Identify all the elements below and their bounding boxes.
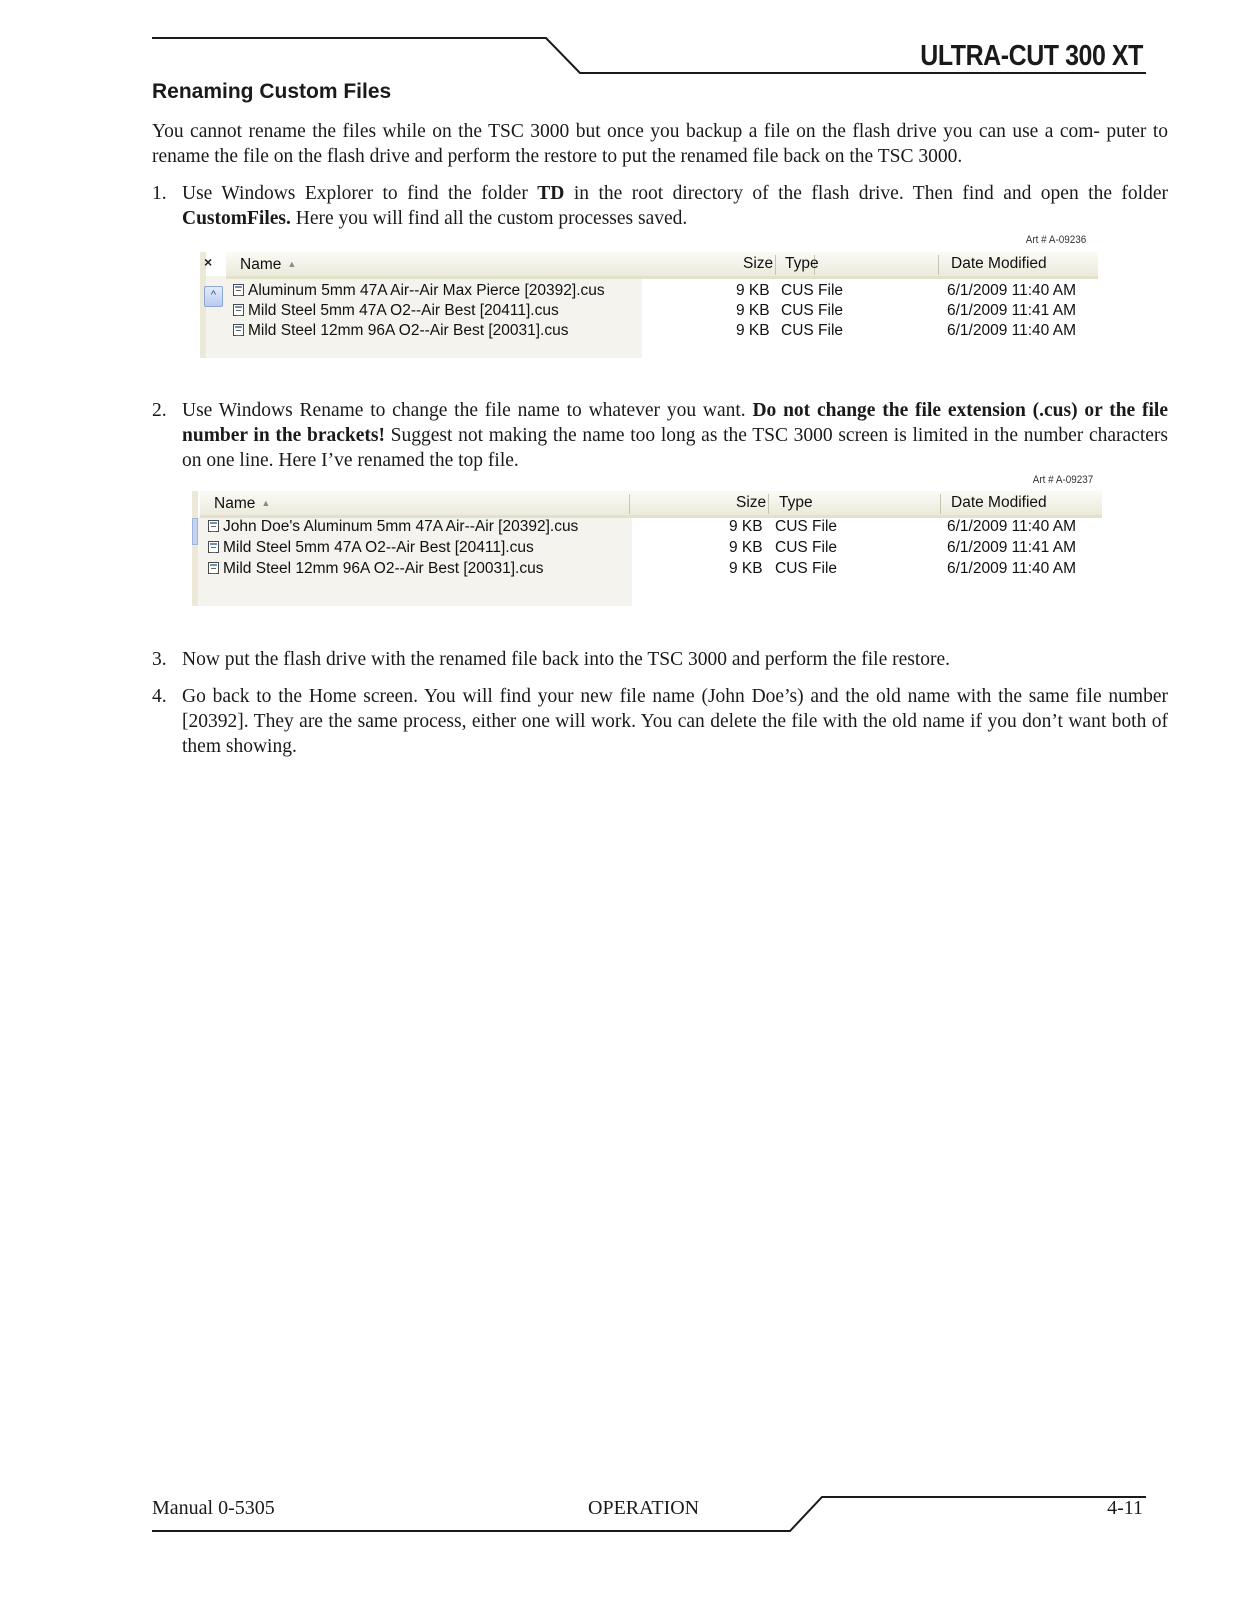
- column-header-date-modified[interactable]: Date Modified: [951, 255, 1047, 272]
- column-header-name[interactable]: Name ▲: [240, 256, 297, 273]
- column-divider[interactable]: [940, 494, 941, 514]
- file-date-cell: 6/1/2009 11:40 AM: [947, 322, 1076, 339]
- explorer-file-list: [200, 252, 1098, 358]
- file-date-cell: 6/1/2009 11:41 AM: [947, 539, 1076, 556]
- cus-file-icon: [208, 562, 219, 574]
- sort-ascending-icon: ▲: [261, 498, 271, 508]
- intro-paragraph: You cannot rename the files while on the TSC 3000 but once you backup a file on the flash drive you can use a com- puter to rename the file on the flash drive and perform the restore to put the renamed file back on the TSC 3000.: [152, 121, 1168, 167]
- step-number: 1.: [152, 183, 167, 204]
- step-text: Go back to the Home screen. You will find your new file name (John Doe’s) and the old name with the same file number [20392]. They are the same process, either one will work. You can delete the file with the old name if you don’t want both of them showing.: [182, 686, 1168, 757]
- file-name-cell: Mild Steel 5mm 47A O2--Air Best [20411].cus: [233, 301, 559, 321]
- file-date-cell: 6/1/2009 11:40 AM: [947, 518, 1076, 535]
- column-header-size[interactable]: Size: [736, 494, 767, 511]
- cus-file-icon: [208, 541, 219, 553]
- file-date-cell: 6/1/2009 11:40 AM: [947, 282, 1076, 299]
- column-header-type[interactable]: Type: [785, 255, 819, 272]
- step-text: Use Windows Explorer to find the folder TD in the root directory of the flash drive. Then find and open the folder CustomFiles. Here you will find all the custom processes saved.: [182, 183, 1168, 229]
- cus-file-icon: [233, 324, 244, 336]
- file-name-cell: Mild Steel 12mm 96A O2--Air Best [20031].cus: [233, 321, 568, 341]
- file-date-cell: 6/1/2009 11:41 AM: [947, 302, 1076, 319]
- file-row[interactable]: [208, 538, 1098, 558]
- sort-ascending-icon: ▲: [287, 259, 297, 269]
- explorer-file-list: [192, 491, 1102, 606]
- navigation-pane-edge: [192, 491, 198, 606]
- file-size-cell: 9 KB: [736, 302, 770, 319]
- step-1: [152, 181, 1168, 231]
- column-header-size[interactable]: Size: [743, 255, 774, 272]
- step-number: 3.: [152, 649, 167, 670]
- file-name-cell: John Doe's Aluminum 5mm 47A Air--Air [20392].cus: [208, 517, 578, 537]
- art-number-label: Art # A-09236: [1025, 234, 1086, 246]
- cus-file-icon: [208, 520, 219, 532]
- file-row[interactable]: [233, 321, 1093, 341]
- file-size-cell: 9 KB: [729, 518, 763, 535]
- cus-file-icon: [233, 304, 244, 316]
- step-4: [152, 684, 1168, 759]
- file-row[interactable]: [233, 281, 1093, 301]
- file-size-cell: 9 KB: [736, 322, 770, 339]
- step-2: [152, 398, 1168, 473]
- file-name-cell: Aluminum 5mm 47A Air--Air Max Pierce [20392].cus: [233, 281, 605, 301]
- file-name-cell: Mild Steel 5mm 47A O2--Air Best [20411].cus: [208, 538, 534, 558]
- file-size-cell: 9 KB: [729, 560, 763, 577]
- file-row[interactable]: [233, 301, 1093, 321]
- file-type-cell: CUS File: [775, 560, 838, 577]
- scrollbar-thumb[interactable]: [192, 518, 198, 545]
- column-header-date-modified[interactable]: Date Modified: [951, 494, 1047, 511]
- column-divider[interactable]: [938, 255, 939, 275]
- file-name-cell: Mild Steel 12mm 96A O2--Air Best [20031].cus: [208, 559, 543, 579]
- art-number-label: Art # A-09237: [1032, 474, 1093, 486]
- step-number: 4.: [152, 686, 167, 707]
- column-header-row: [200, 491, 1102, 518]
- file-size-cell: 9 KB: [729, 539, 763, 556]
- document-title: ULTRA-CUT 300 XT: [920, 40, 1143, 72]
- step-text: Now put the flash drive with the renamed file back into the TSC 3000 and perform the file restore.: [182, 649, 951, 670]
- footer-section-name: OPERATION: [588, 1497, 700, 1519]
- column-divider[interactable]: [629, 494, 630, 514]
- column-header-name[interactable]: Name ▲: [214, 495, 271, 512]
- file-row[interactable]: [208, 559, 1098, 579]
- file-type-cell: CUS File: [775, 539, 838, 556]
- page-number: 4-11: [1107, 1497, 1143, 1519]
- manual-number: Manual 0-5305: [152, 1497, 275, 1519]
- file-date-cell: 6/1/2009 11:40 AM: [947, 560, 1076, 577]
- step-3: [152, 647, 1168, 672]
- file-size-cell: 9 KB: [736, 282, 770, 299]
- file-type-cell: CUS File: [781, 302, 844, 319]
- cus-file-icon: [233, 284, 244, 296]
- close-icon[interactable]: ×: [204, 254, 213, 270]
- column-divider[interactable]: [768, 494, 769, 514]
- step-text: Use Windows Rename to change the file name to whatever you want. Do not change the file extension (.cus) or the file number in the brackets! Suggest not making the name too long as the TSC 3000 screen is limited in the number characters on one line. Here I’ve renamed the top file.: [182, 400, 1168, 471]
- file-row[interactable]: [208, 517, 1098, 537]
- file-type-cell: CUS File: [781, 282, 844, 299]
- column-header-row: [226, 252, 1098, 279]
- file-type-cell: CUS File: [781, 322, 844, 339]
- column-header-type[interactable]: Type: [779, 494, 813, 511]
- step-number: 2.: [152, 400, 167, 421]
- file-type-cell: CUS File: [775, 518, 838, 535]
- section-title: Renaming Custom Files: [152, 80, 392, 103]
- column-divider[interactable]: [775, 255, 776, 275]
- scroll-up-button[interactable]: ^: [204, 286, 223, 307]
